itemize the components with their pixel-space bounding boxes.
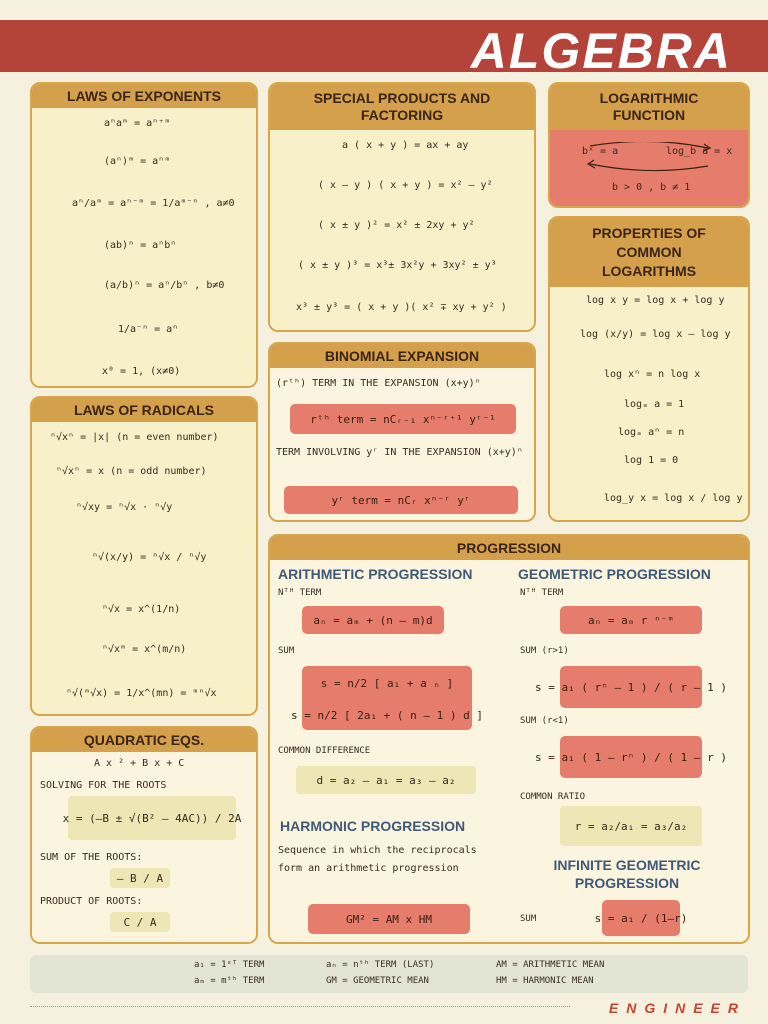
log-rule: logₐ a = 1 <box>624 399 685 410</box>
legend-item: AM = ARITHMETIC MEAN <box>496 960 605 970</box>
panel-heading: QUADRATIC EQS. <box>32 728 256 752</box>
geometric-heading: GEOMETRIC PROGRESSION <box>518 566 711 582</box>
panel-heading: LAWS OF RADICALS <box>32 398 256 422</box>
harmonic-heading: HARMONIC PROGRESSION <box>280 818 466 834</box>
panel-heading: LAWS OF EXPONENTS <box>32 84 256 108</box>
infinite-formula: s = a₁ / (1–r) <box>602 900 680 936</box>
exponent-rule: (aⁿ)ᵐ = aⁿᵐ <box>104 156 171 167</box>
exponent-rule: x⁰ = 1, (x≠0) <box>102 366 181 377</box>
rth-term-formula: rᵗʰ term = nCᵣ₋₁ xⁿ⁻ʳ⁺¹ yʳ⁻¹ <box>290 404 516 434</box>
gp-nth-formula: aₙ = aₘ r ⁿ⁻ᵐ <box>560 606 702 634</box>
binomial-expansion-panel <box>268 342 536 522</box>
progression-panel <box>268 534 750 944</box>
product-roots-value: C / A <box>110 912 170 932</box>
exponent-rule: aⁿaᵐ = aⁿ⁺ᵐ <box>104 118 171 129</box>
exponential-form: bˣ = a <box>582 146 619 157</box>
yr-term-formula: yʳ term = nCᵣ xⁿ⁻ʳ yʳ <box>284 486 518 514</box>
ap-diff-formula: d = a₂ – a₁ = a₃ – a₂ <box>296 766 476 794</box>
conversion-arrows-icon <box>580 142 720 172</box>
sum-roots-value: – B / A <box>110 868 170 888</box>
radical-rule: ⁿ√xⁿ = x (n = odd number) <box>56 466 207 477</box>
sum-roots-label: SUM OF THE ROOTS: <box>40 852 143 863</box>
ap-nth-label: Nᵀᴴ TERM <box>278 588 322 598</box>
harmonic-desc: Sequence in which the reciprocals form an arithmetic progression <box>278 845 477 874</box>
quadratic-panel <box>30 726 258 944</box>
ap-diff-label: COMMON DIFFERENCE <box>278 746 371 756</box>
laws-of-radicals-panel <box>30 396 258 716</box>
radical-rule: ⁿ√xᵐ = x^(m/n) <box>102 644 187 655</box>
legend-item: HM = HARMONIC MEAN <box>496 976 594 986</box>
exponent-rule: (ab)ⁿ = aⁿbⁿ <box>104 240 177 251</box>
panel-heading: LOGARITHMIC FUNCTION <box>550 84 748 130</box>
infinite-heading: INFINITE GEOMETRIC PROGRESSION <box>553 857 701 891</box>
logarithmic-function-panel <box>548 82 750 208</box>
gp-sum-gt-label: SUM (r>1) <box>520 646 569 656</box>
infinite-sum-label: SUM <box>520 914 537 924</box>
quadratic-formula: x = (–B ± √(B² – 4AC)) / 2A <box>68 796 236 840</box>
log-rule: log_y x = log x / log y <box>604 493 743 504</box>
roots-label: SOLVING FOR THE ROOTS <box>40 780 167 791</box>
panel-heading: PROGRESSION <box>270 536 748 560</box>
radical-rule: ⁿ√(ᵐ√x) = 1/x^(mn) = ᵐⁿ√x <box>66 688 217 699</box>
product-rule: ( x ± y )² = x² ± 2xy + y² <box>318 220 475 231</box>
arithmetic-heading: ARITHMETIC PROGRESSION <box>278 566 473 582</box>
log-rule: log xⁿ = n log x <box>604 369 701 380</box>
radical-rule: ⁿ√xⁿ = |x| (n = even number) <box>50 432 219 443</box>
brand-logo: ENGINEER <box>608 1000 746 1016</box>
divider <box>30 1006 570 1007</box>
laws-of-exponents-panel <box>30 82 258 388</box>
gp-ratio-formula: r = a₂/a₁ = a₃/a₂ <box>560 806 702 846</box>
panel-heading: BINOMIAL EXPANSION <box>270 344 534 368</box>
gp-nth-label: Nᵀᴴ TERM <box>520 588 564 598</box>
radical-rule: ⁿ√xy = ⁿ√x · ⁿ√y <box>76 502 173 513</box>
legend-item: aₘ = mᵗʰ TERM <box>194 976 265 986</box>
gp-sum-gt-formula: s = a₁ ( rⁿ – 1 ) / ( r – 1 ) <box>560 666 702 708</box>
legend-item: GM = GEOMETRIC MEAN <box>326 976 429 986</box>
radical-rule: ⁿ√x = x^(1/n) <box>102 604 181 615</box>
legend-item: aₙ = nᵗʰ TERM (LAST) <box>326 960 435 970</box>
log-rule: logₐ aⁿ = n <box>618 427 685 438</box>
page-title: ALGEBRA <box>470 23 732 79</box>
panel-heading: PROPERTIES OF COMMON LOGARITHMS <box>550 218 748 287</box>
ap-sum-formula-1: s = n/2 [ a₁ + a ₙ ] <box>302 666 472 700</box>
product-rule: a ( x + y ) = ax + ay <box>342 140 469 151</box>
log-rule: log (x/y) = log x – log y <box>580 329 731 340</box>
harmonic-formula: GM² = AM x HM <box>308 904 470 934</box>
binomial-desc: TERM INVOLVING yʳ IN THE EXPANSION (x+y)ⁿ <box>276 447 523 458</box>
product-rule: ( x ± y )³ = x³± 3x²y + 3xy² ± y³ <box>298 260 497 271</box>
logarithmic-form: log_b a = x <box>666 146 733 157</box>
radical-rule: ⁿ√(x/y) = ⁿ√x / ⁿ√y <box>92 552 207 563</box>
log-condition: b > 0 , b ≠ 1 <box>612 182 691 193</box>
common-logarithms-panel <box>548 216 750 522</box>
ap-sum-label: SUM <box>278 646 295 656</box>
log-rule: log x y = log x + log y <box>586 295 725 306</box>
legend-item: a₁ = 1ˢᵀ TERM <box>194 960 265 970</box>
gp-sum-lt-label: SUM (r<1) <box>520 716 569 726</box>
gp-sum-lt-formula: s = a₁ ( 1 – rⁿ ) / ( 1 – r ) <box>560 736 702 778</box>
ap-nth-formula: aₙ = aₘ + (n – m)d <box>302 606 444 634</box>
exponent-rule: aⁿ/aᵐ = aⁿ⁻ᵐ = 1/aᵐ⁻ⁿ , a≠0 <box>72 198 235 209</box>
exponent-rule: 1/a⁻ⁿ = aⁿ <box>118 324 179 335</box>
product-rule: x³ ± y³ = ( x + y )( x² ∓ xy + y² ) <box>296 302 507 313</box>
ap-sum-formula-2: s = n/2 [ 2a₁ + ( n – 1 ) d ] <box>302 700 472 730</box>
quadratic-equation: A x ² + B x + C <box>94 758 185 769</box>
special-products-panel <box>268 82 536 332</box>
panel-heading: SPECIAL PRODUCTS AND FACTORING <box>270 84 534 130</box>
product-rule: ( x – y ) ( x + y ) = x² – y² <box>318 180 493 191</box>
gp-ratio-label: COMMON RATIO <box>520 792 586 802</box>
product-roots-label: PRODUCT OF ROOTS: <box>40 896 143 907</box>
log-rule: log 1 = 0 <box>624 455 679 466</box>
binomial-desc: (rᵗʰ) TERM IN THE EXPANSION (x+y)ⁿ <box>276 378 481 389</box>
exponent-rule: (a/b)ⁿ = aⁿ/bⁿ , b≠0 <box>104 280 225 291</box>
